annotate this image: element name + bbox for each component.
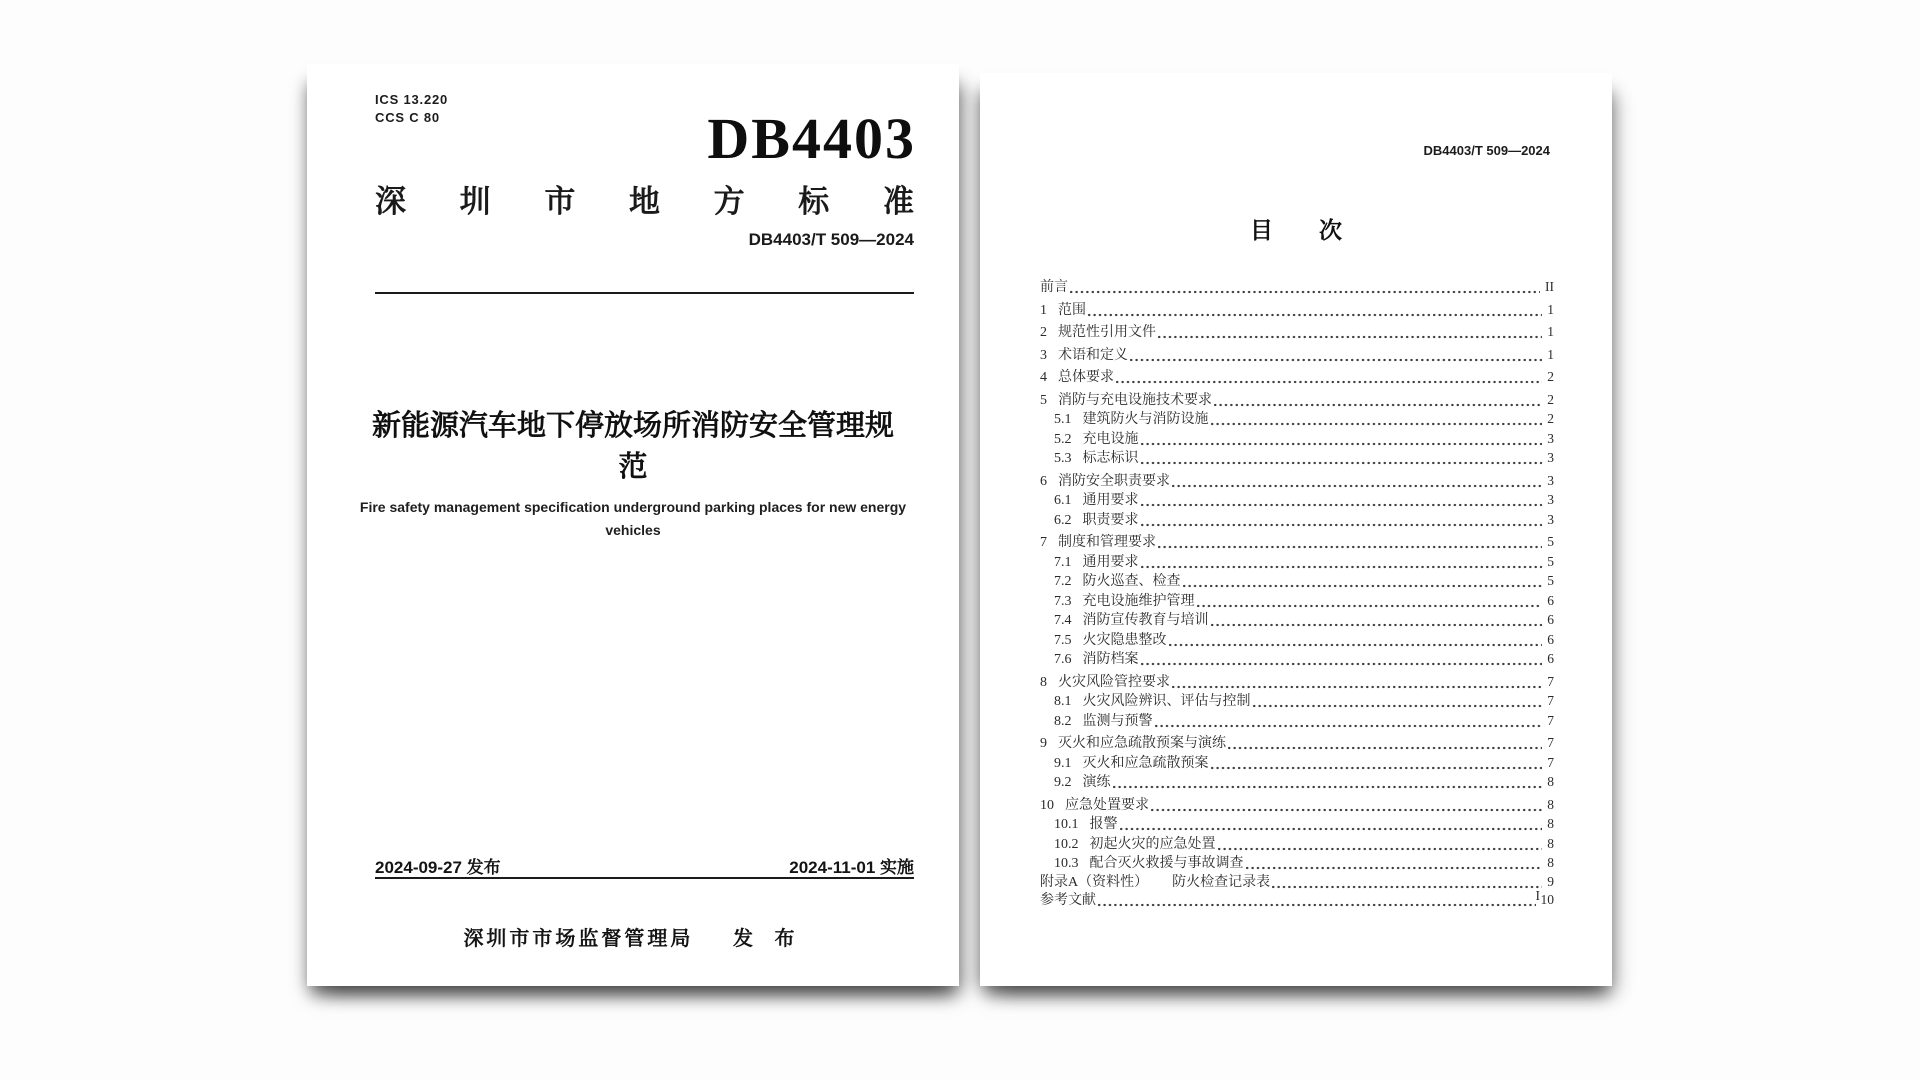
toc-entry-page: 7 — [1547, 712, 1554, 728]
dot-leader — [1151, 808, 1542, 812]
toc-entry-number: 9 — [1040, 736, 1047, 751]
toc-entry-number: 8 — [1040, 674, 1047, 690]
toc-entry — [1040, 301, 1554, 321]
toc-entry-label: 充电设施维护管理 — [1082, 593, 1195, 609]
standard-type-char: 标 — [798, 184, 830, 219]
dot-leader — [1172, 685, 1542, 689]
toc-entry-number: 10.1 — [1054, 817, 1079, 832]
toc-entry-label: 消防宣传教育与培训 — [1082, 613, 1209, 628]
dot-leader — [1214, 403, 1542, 407]
dot-leader — [1141, 442, 1543, 446]
dot-leader — [1158, 545, 1542, 549]
dot-leader — [1211, 422, 1543, 426]
toc-entry-number: 7.3 — [1054, 593, 1072, 609]
toc-entry — [1040, 511, 1554, 531]
toc-entry-page: 1 — [1547, 301, 1554, 317]
toc-entry — [1040, 873, 1554, 893]
toc-entry-label: 参考文献 — [1040, 893, 1096, 908]
toc-entry-label: 标志标识 — [1082, 451, 1139, 466]
dates-row — [375, 853, 914, 878]
toc-entry-page: 8 — [1547, 835, 1554, 851]
toc-entry — [1040, 631, 1554, 651]
dot-leader — [1197, 604, 1543, 608]
toc-entry-page: 3 — [1547, 450, 1554, 465]
toc-entry-page: II — [1545, 279, 1554, 294]
toc-entry — [1040, 491, 1554, 511]
toc-heading: 目 次 — [1250, 217, 1342, 243]
dot-leader — [1141, 662, 1543, 666]
toc-entry-label: 前言 — [1040, 280, 1068, 295]
dot-leader — [1183, 584, 1543, 588]
toc-entry-page: 8 — [1547, 774, 1554, 789]
toc-entry — [1040, 410, 1554, 430]
dot-leader — [1141, 461, 1543, 465]
dot-leader — [1141, 503, 1543, 507]
toc-entry-label: 演练 — [1082, 775, 1111, 790]
implement-date: 2024-11-01 实施 — [789, 858, 914, 877]
dot-leader — [1246, 866, 1543, 870]
toc-entry — [1040, 430, 1554, 450]
toc-entry-number: 10 — [1040, 797, 1054, 813]
toc-entry-number: 5.1 — [1054, 412, 1072, 427]
toc-entry-page: 2 — [1547, 391, 1554, 407]
toc-entry-number: 7.4 — [1054, 613, 1072, 628]
toc-entry — [1040, 796, 1554, 816]
toc-entry-label: 范围 — [1058, 302, 1086, 318]
toc-entry-label: 灭火和应急疏散预案与演练 — [1058, 736, 1226, 751]
toc-entry — [1040, 368, 1554, 388]
toc-entry — [1040, 754, 1554, 774]
toc-entry-number: 7 — [1040, 535, 1047, 550]
toc-entry-page: 5 — [1547, 573, 1554, 588]
toc-entry-label: 总体要求 — [1058, 370, 1114, 385]
toc-entry — [1040, 835, 1554, 855]
toc-entry-page: 2 — [1547, 411, 1554, 426]
toc-entry-label: 通用要求 — [1082, 554, 1139, 570]
dot-leader — [1155, 724, 1543, 728]
toc-entry-label: 应急处置要求 — [1065, 797, 1149, 813]
dot-leader — [1218, 847, 1543, 851]
toc-entry-page: 1 — [1547, 346, 1554, 362]
document-title-cn: 新能源汽车地下停放场所消防安全管理规范 — [371, 410, 894, 483]
toc-entry-number: 8.2 — [1054, 713, 1072, 729]
toc-entry-page: 10 — [1540, 892, 1554, 907]
toc-entry-number: 9.2 — [1054, 775, 1072, 790]
toc-entry-label: 火灾风险辨识、评估与控制 — [1082, 694, 1251, 709]
toc-entry-page: 8 — [1547, 855, 1554, 870]
standard-type-char: 市 — [544, 184, 576, 219]
toc-entry-label: 充电设施 — [1082, 431, 1139, 447]
toc-entry-number: 10.3 — [1054, 856, 1079, 871]
dot-leader — [1088, 313, 1542, 317]
toc-entry — [1040, 449, 1554, 469]
toc-entry-number: 3 — [1040, 347, 1047, 363]
toc-entry — [1040, 692, 1554, 712]
toc-entry — [1040, 553, 1554, 573]
toc-entry-number: 6.2 — [1054, 512, 1072, 528]
toc-entry — [1040, 346, 1554, 366]
toc-entry — [1040, 673, 1554, 693]
toc-entry-number: 4 — [1040, 370, 1047, 385]
publisher-row — [307, 922, 959, 951]
db-logo: DB4403 — [707, 106, 916, 171]
toc-entry-number: 6 — [1040, 473, 1047, 489]
cover-page — [307, 64, 959, 986]
toc-entry-number: 6.1 — [1054, 493, 1072, 508]
dot-leader — [1120, 827, 1543, 831]
toc-entry-page: 1 — [1547, 324, 1554, 339]
dot-leader — [1141, 523, 1543, 527]
standard-type-char: 方 — [713, 184, 745, 219]
toc-entry — [1040, 611, 1554, 631]
toc-entry — [1040, 592, 1554, 612]
dot-leader — [1211, 766, 1543, 770]
dot-leader — [1169, 643, 1543, 647]
dot-leader — [1116, 380, 1542, 384]
toc-entry-page: 6 — [1547, 592, 1554, 608]
toc-entry-number: 5.3 — [1054, 451, 1072, 466]
cover-divider-line — [375, 292, 914, 294]
toc-entry-label: 消防档案 — [1082, 652, 1139, 667]
toc-header-number: DB4403/T 509—2024 — [1423, 143, 1550, 158]
toc-entry-page: 6 — [1547, 631, 1554, 647]
document-title-en: Fire safety management specification underground parking places for new energy vehicles — [359, 499, 907, 538]
toc-entry-page: 3 — [1547, 492, 1554, 507]
toc-entry-label: 术语和定义 — [1058, 347, 1128, 363]
dot-leader — [1113, 785, 1543, 789]
toc-entry-page: 6 — [1547, 651, 1554, 666]
toc-entry-page: 3 — [1547, 430, 1554, 446]
toc-entry-number: 7.6 — [1054, 652, 1072, 667]
toc-entry-page: 5 — [1547, 553, 1554, 569]
dot-leader — [1211, 623, 1543, 627]
toc-entry-page: 9 — [1547, 873, 1554, 889]
toc-entry — [1040, 815, 1554, 835]
toc-entry-number: 5.2 — [1054, 431, 1072, 447]
dot-leader — [1141, 565, 1543, 569]
toc-entry-label: 规范性引用文件 — [1058, 325, 1156, 340]
toc-page — [980, 73, 1612, 986]
dot-leader — [1070, 290, 1540, 294]
toc-entry-page: 8 — [1547, 796, 1554, 812]
standard-type-char: 圳 — [459, 184, 491, 219]
toc-entry-label: 配合灭火救援与事故调查 — [1089, 856, 1244, 871]
toc-entry-number: 9.1 — [1054, 755, 1072, 771]
standard-type-char: 深 — [375, 184, 406, 219]
toc-entry — [1040, 854, 1554, 874]
toc-entry-page: 2 — [1547, 369, 1554, 384]
classification-codes — [375, 91, 448, 127]
dot-leader — [1172, 484, 1542, 488]
toc-entry-label: 职责要求 — [1082, 512, 1139, 528]
toc-entry-page: 3 — [1547, 472, 1554, 488]
toc-entry-label: 建筑防火与消防设施 — [1082, 412, 1209, 427]
toc-entry-number: 2 — [1040, 325, 1047, 340]
toc-entry-label: 制度和管理要求 — [1058, 535, 1156, 550]
toc-entry-page: 7 — [1547, 673, 1554, 689]
toc-entry-page: 3 — [1547, 511, 1554, 527]
dot-leader — [1253, 704, 1543, 708]
toc-entry-label: 通用要求 — [1082, 493, 1139, 508]
toc-entry — [1040, 391, 1554, 411]
ccs-code: CCS C 80 — [375, 110, 440, 125]
standard-type-title — [375, 186, 914, 217]
toc-entry-label: 初起火灾的应急处置 — [1089, 836, 1216, 852]
toc-entry-page: 7 — [1547, 754, 1554, 770]
toc-entry — [1040, 891, 1554, 911]
toc-entry-page: 5 — [1547, 534, 1554, 549]
toc-entry — [1040, 773, 1554, 793]
toc-entry-number: 8.1 — [1054, 694, 1072, 709]
dot-leader — [1228, 746, 1542, 750]
dot-leader — [1158, 335, 1542, 339]
dot-leader — [1098, 903, 1536, 907]
toc-entry-label: 灭火和应急疏散预案 — [1082, 755, 1209, 771]
toc-entry-number: 附录A（资料性） — [1040, 874, 1149, 890]
ics-code: ICS 13.220 — [375, 92, 449, 107]
toc-entry-label: 防火检查记录表 — [1172, 874, 1271, 890]
dot-leader — [1130, 358, 1542, 362]
publisher-name: 深圳市市场监督管理局 — [463, 928, 694, 950]
toc-entry-page: 7 — [1547, 693, 1554, 708]
toc-entry-page: 8 — [1547, 816, 1554, 831]
toc-entry-number: 7.2 — [1054, 574, 1072, 589]
toc-entry — [1040, 323, 1554, 343]
standard-type-char: 地 — [628, 184, 660, 219]
toc-entry-number: 1 — [1040, 302, 1047, 318]
toc-footer-page-number: I — [1535, 888, 1540, 903]
toc-entry-page: 7 — [1547, 735, 1554, 750]
toc-entry-label: 火灾隐患整改 — [1082, 632, 1167, 648]
issue-date: 2024-09-27 发布 — [375, 858, 501, 877]
toc-entry — [1040, 734, 1554, 754]
toc-entry-number: 7.5 — [1054, 632, 1072, 648]
toc-entry — [1040, 472, 1554, 492]
toc-entry-number: 5 — [1040, 392, 1047, 408]
toc-entry — [1040, 650, 1554, 670]
toc-entry — [1040, 712, 1554, 732]
toc-list — [1040, 278, 1554, 911]
toc-entry — [1040, 278, 1554, 298]
standard-type-char: 准 — [882, 184, 914, 219]
toc-entry-label: 监测与预警 — [1082, 713, 1153, 729]
standard-number: DB4403/T 509—2024 — [748, 230, 914, 249]
toc-entry-label: 消防安全职责要求 — [1058, 473, 1170, 489]
toc-entry-label: 火灾风险管控要求 — [1058, 674, 1170, 690]
dot-leader — [1272, 885, 1542, 889]
dates-underline — [375, 877, 914, 879]
toc-entry — [1040, 572, 1554, 592]
toc-entry-number: 7.1 — [1054, 554, 1072, 570]
publish-label: 发 布 — [733, 928, 803, 950]
toc-entry-label: 报警 — [1089, 817, 1118, 832]
toc-entry-number: 10.2 — [1054, 836, 1079, 852]
toc-entry — [1040, 533, 1554, 553]
toc-entry-label: 防火巡查、检查 — [1082, 574, 1181, 589]
toc-entry-label: 消防与充电设施技术要求 — [1058, 392, 1212, 408]
toc-entry-page: 6 — [1547, 612, 1554, 627]
